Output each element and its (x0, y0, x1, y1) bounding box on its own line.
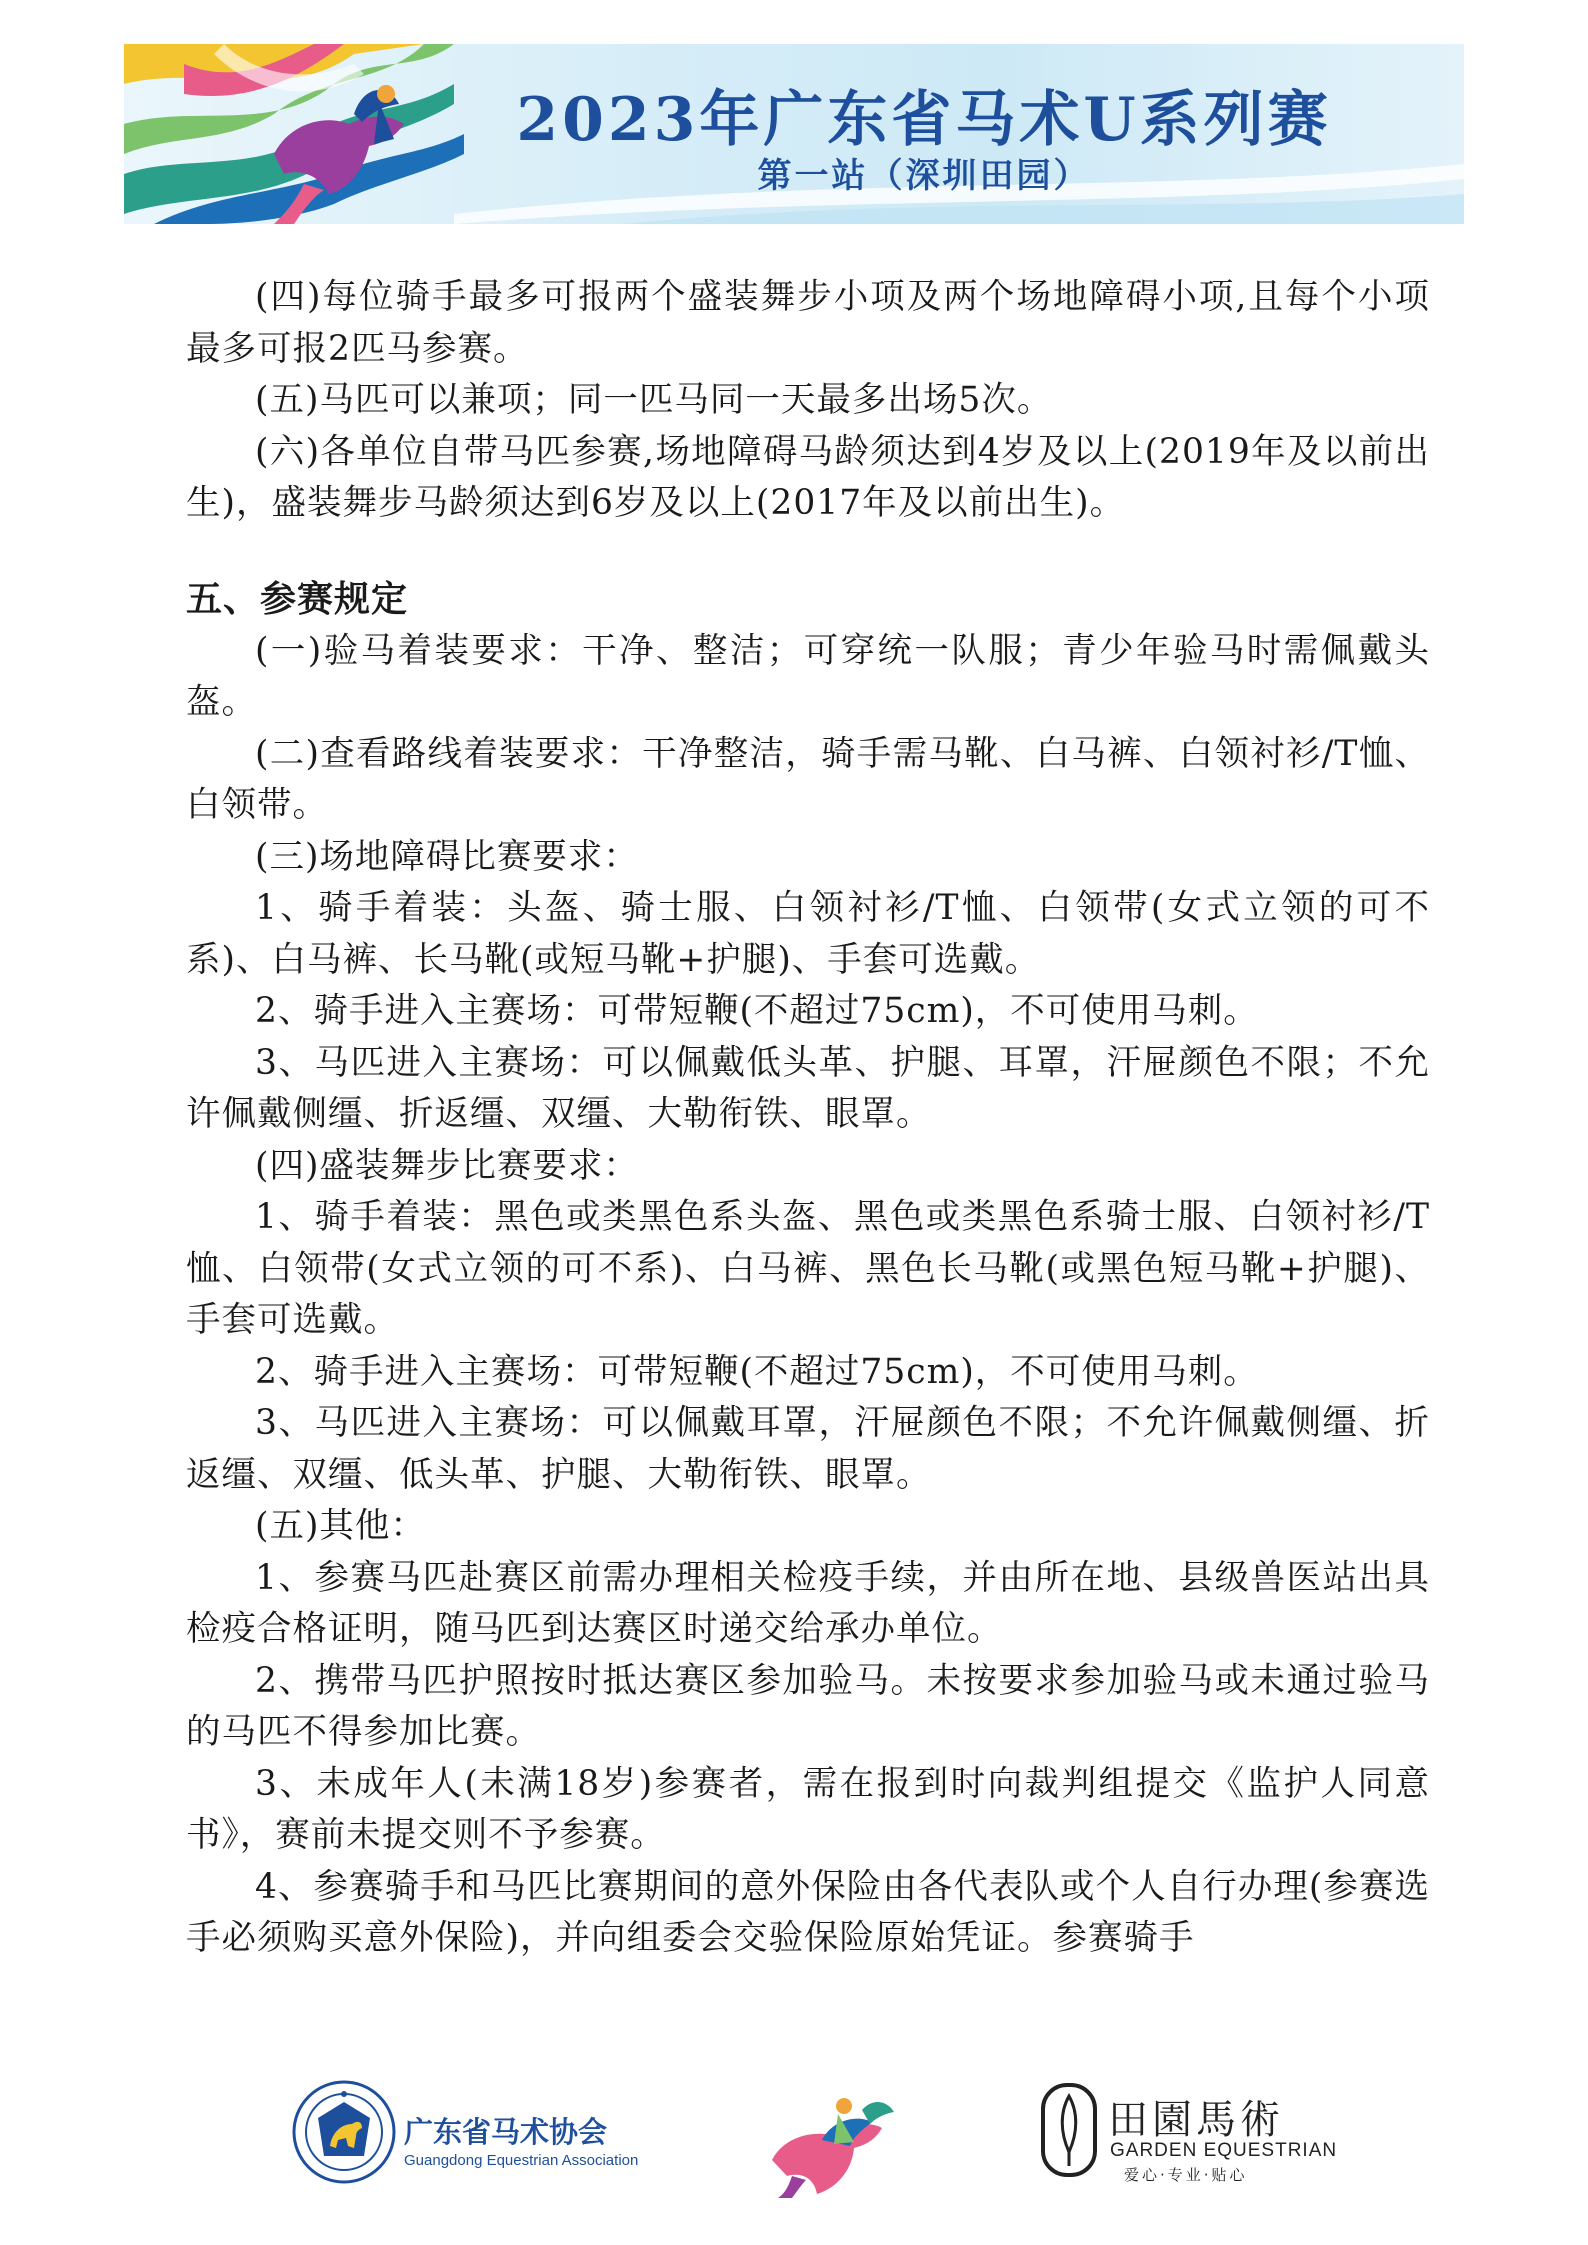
paragraph: (四)盛装舞步比赛要求： (255, 1145, 639, 1186)
footer (0, 2040, 1588, 2200)
paragraph: 1、骑手着装：头盔、骑士服、白领衬衫/T恤、白领带(女式立领的可不系)、白马裤、长马靴(或短马靴+护腿)、手套可选戴。 (186, 888, 1430, 980)
garden-equestrian-name: 田園馬術 (1108, 2097, 1284, 2143)
garden-equestrian-english-name: GARDEN EQUESTRIAN (1110, 2140, 1338, 2161)
header-banner (124, 44, 1464, 224)
paragraph: (六)各单位自带马匹参赛,场地障碍马龄须达到4岁及以上(2019年及以前出生)，盛装舞步马龄须达到6岁及以上(2017年及以前出生)。 (186, 431, 1430, 523)
paragraph: 3、未成年人(未满18岁)参赛者，需在报到时向裁判组提交《监护人同意书》，赛前未提交则不予参赛。 (186, 1763, 1430, 1855)
horse-rider-mascot-icon (762, 2090, 902, 2200)
paragraph: (二)查看路线着装要求：干净整洁，骑手需马靴、白马裤、白领衬衫/T恤、白领带。 (186, 733, 1430, 825)
paragraph: (一)验马着装要求：干净、整洁；可穿统一队服；青少年验马时需佩戴头盔。 (186, 630, 1430, 722)
garden-equestrian-slogan: 爱心·专业·贴心 (1124, 2166, 1248, 2184)
paragraph: (五)马匹可以兼项；同一匹马同一天最多出场5次。 (255, 380, 1053, 420)
paragraph: (五)其他： (255, 1506, 426, 1546)
association-name: 广东省马术协会 (404, 2115, 608, 2149)
document-body (186, 272, 1430, 1965)
paragraph: 3、马匹进入主赛场：可以佩戴低头革、护腿、耳罩，汗屉颜色不限；不允许佩戴侧缰、折返缰、双缰、大勒衔铁、眼罩。 (186, 1042, 1430, 1134)
paragraph: 1、骑手着装：黑色或类黑色系头盔、黑色或类黑色系骑士服、白领衬衫/T恤、白领带(女式立领的可不系)、白马裤、黑色长马靴(或黑色短马靴+护腿)、手套可选戴。 (186, 1197, 1430, 1340)
association-english-name: Guangdong Equestrian Association (404, 2152, 639, 2169)
banner-subtitle: 第一站（深圳田园） (757, 156, 1091, 196)
paragraph: (四)每位骑手最多可报两个盛装舞步小项及两个场地障碍小项,且每个小项最多可报2匹马参赛。 (186, 277, 1430, 369)
paragraph: 1、参赛马匹赴赛区前需办理相关检疫手续，并由所在地、县级兽医站出具检疫合格证明，随马匹到达赛区时递交给承办单位。 (186, 1557, 1430, 1649)
paragraph: (三)场地障碍比赛要求： (255, 836, 639, 877)
banner-title: 2023年广东省马术U系列赛 (516, 85, 1332, 155)
paragraph: 2、骑手进入主赛场：可带短鞭(不超过75cm)，不可使用马刺。 (255, 1351, 1259, 1392)
paragraph: 2、携带马匹护照按时抵达赛区参加验马。未按要求参加验马或未通过验马的马匹不得参加比赛。 (186, 1660, 1430, 1752)
paragraph: 3、马匹进入主赛场：可以佩戴耳罩，汗屉颜色不限；不允许佩戴侧缰、折返缰、双缰、低头革、护腿、大勒衔铁、眼罩。 (186, 1403, 1430, 1495)
garden-equestrian-horseshoe-icon (1040, 2082, 1098, 2178)
paragraph: 2、骑手进入主赛场：可带短鞭(不超过75cm)，不可使用马刺。 (255, 991, 1259, 1031)
section-heading: 五、参赛规定 (186, 578, 409, 620)
paragraph: 4、参赛骑手和马匹比赛期间的意外保险由各代表队或个人自行办理(参赛选手必须购买意外保险)，并向组委会交验保险原始凭证。参赛骑手 (186, 1866, 1430, 1958)
association-seal-icon (292, 2080, 396, 2184)
